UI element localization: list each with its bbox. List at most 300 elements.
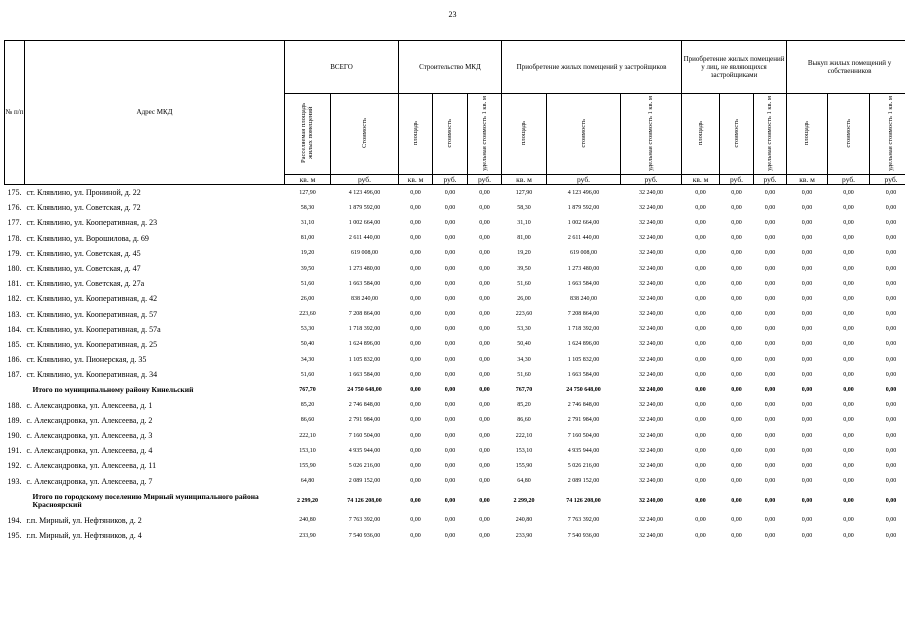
value-cell: 0,00: [764, 341, 776, 348]
value-cell: 53,30: [517, 326, 531, 333]
row-number: 175.: [7, 188, 22, 198]
value-cell: 0,00: [731, 497, 742, 504]
value-cell: 0,00: [764, 497, 776, 504]
value-cell: 7 208 864,00: [348, 311, 381, 318]
value-cell: 2 089 152,00: [348, 478, 381, 485]
table-row: [5, 246, 905, 261]
value-cell: 81,00: [517, 235, 531, 242]
value-cell: 0,00: [695, 341, 706, 348]
value-cell: 0,00: [801, 189, 813, 196]
column-subheader-label: удельная стоимость 1 кв. м: [480, 95, 488, 171]
column-subheader: [621, 94, 682, 175]
value-cell: 32 240,00: [639, 311, 664, 318]
value-cell: 32 240,00: [639, 356, 664, 363]
value-cell: 0,00: [843, 265, 854, 272]
value-cell: 223,60: [515, 311, 533, 318]
value-cell: 85,20: [300, 402, 315, 409]
value-cell: 0,00: [410, 356, 421, 363]
value-cell: 58,30: [300, 204, 315, 211]
value-cell: 0,00: [843, 402, 854, 409]
value-cell: 0,00: [444, 204, 456, 211]
value-cell: 0,00: [731, 356, 742, 363]
value-cell: 223,60: [299, 311, 316, 318]
value-cell: 19,20: [300, 250, 315, 257]
unit-cell: руб.: [547, 175, 621, 185]
value-cell: 0,00: [695, 402, 706, 409]
value-cell: 0,00: [885, 402, 897, 409]
value-cell: 0,00: [410, 341, 421, 348]
value-cell: 0,00: [843, 532, 854, 539]
value-cell: 0,00: [444, 235, 456, 242]
row-address: ст. Клявлино, ул. Кооперативная, д. 25: [26, 339, 158, 349]
value-cell: 32 240,00: [639, 280, 664, 287]
value-cell: 4 123 496,00: [567, 189, 600, 196]
column-subheader: [754, 94, 787, 175]
row-number: 182.: [7, 294, 22, 304]
value-cell: 0,00: [695, 265, 706, 272]
page-number: 23: [448, 10, 457, 19]
value-cell: 0,00: [410, 417, 421, 424]
value-cell: 0,00: [843, 387, 854, 394]
value-cell: 0,00: [885, 219, 897, 226]
value-cell: 0,00: [410, 517, 421, 524]
value-cell: 0,00: [801, 447, 813, 454]
value-cell: 0,00: [444, 295, 456, 302]
table-row: [5, 513, 905, 528]
value-cell: 58,30: [517, 204, 531, 211]
row-number: 193.: [7, 476, 22, 486]
value-cell: 0,00: [843, 250, 854, 257]
row-number: 195.: [7, 531, 22, 541]
value-cell: 0,00: [479, 432, 490, 439]
value-cell: 0,00: [764, 189, 776, 196]
value-cell: 0,00: [444, 497, 456, 504]
table-row: [5, 428, 905, 443]
value-cell: 0,00: [764, 235, 776, 242]
value-cell: 1 273 480,00: [567, 265, 600, 272]
value-cell: 0,00: [444, 341, 456, 348]
table-row: [5, 231, 905, 246]
value-cell: 0,00: [801, 478, 813, 485]
value-cell: 153,10: [299, 447, 316, 454]
value-cell: 0,00: [444, 417, 456, 424]
value-cell: 0,00: [444, 532, 456, 539]
value-cell: 0,00: [695, 204, 706, 211]
row-address: с. Александровка, ул. Алексеева, д. 11: [26, 461, 157, 471]
value-cell: 2 791 984,00: [567, 417, 600, 424]
value-cell: 0,00: [885, 517, 897, 524]
value-cell: 0,00: [731, 189, 742, 196]
value-cell: 0,00: [410, 235, 421, 242]
group-buyout: Выкуп жилых помещений у собственников: [787, 41, 905, 94]
table-row: [5, 474, 905, 489]
value-cell: 0,00: [801, 219, 813, 226]
column-subheader: [547, 94, 621, 175]
value-cell: 0,00: [479, 219, 490, 226]
value-cell: 0,00: [695, 326, 706, 333]
value-cell: 0,00: [843, 235, 854, 242]
value-cell: 4 123 496,00: [348, 189, 381, 196]
value-cell: 0,00: [731, 447, 742, 454]
value-cell: 0,00: [695, 311, 706, 318]
value-cell: 0,00: [843, 517, 854, 524]
value-cell: 155,90: [299, 462, 316, 469]
value-cell: 32 240,00: [639, 447, 664, 454]
value-cell: 1 663 584,00: [567, 280, 600, 287]
value-cell: 0,00: [885, 447, 897, 454]
value-cell: 0,00: [764, 295, 776, 302]
address-header: Адрес МКД: [25, 41, 285, 185]
row-address: с. Александровка, ул. Алексеева, д. 3: [26, 431, 153, 441]
value-cell: 0,00: [731, 478, 742, 485]
value-cell: 0,00: [843, 189, 854, 196]
value-cell: 1 663 584,00: [348, 280, 381, 287]
value-cell: 0,00: [479, 189, 490, 196]
value-cell: 0,00: [695, 189, 706, 196]
value-cell: 0,00: [843, 478, 854, 485]
value-cell: 0,00: [843, 447, 854, 454]
row-address: ст. Клявлино, ул. Советская, д. 27а: [26, 279, 145, 289]
value-cell: 0,00: [479, 265, 490, 272]
group-developers: Приобретение жилых помещений у застройщиков: [502, 41, 682, 94]
value-cell: 0,00: [479, 532, 490, 539]
value-cell: 81,00: [300, 235, 315, 242]
value-cell: 0,00: [410, 295, 421, 302]
value-cell: 0,00: [695, 532, 706, 539]
value-cell: 222,10: [299, 432, 316, 439]
value-cell: 39,50: [300, 265, 315, 272]
value-cell: 1 002 664,00: [567, 219, 600, 226]
value-cell: 0,00: [479, 235, 490, 242]
value-cell: 0,00: [843, 356, 854, 363]
value-cell: 51,60: [300, 280, 315, 287]
value-cell: 0,00: [764, 219, 776, 226]
value-cell: 0,00: [410, 326, 421, 333]
value-cell: 0,00: [801, 417, 813, 424]
value-cell: 0,00: [885, 265, 897, 272]
unit-cell: кв. м: [399, 175, 433, 185]
value-cell: 24 750 648,00: [566, 387, 601, 394]
value-cell: 74 126 208,00: [566, 497, 601, 504]
value-cell: 0,00: [801, 341, 813, 348]
value-cell: 619 008,00: [351, 250, 378, 257]
value-cell: 767,70: [299, 387, 316, 394]
value-cell: 233,90: [299, 532, 316, 539]
value-cell: 0,00: [695, 497, 706, 504]
value-cell: 0,00: [731, 326, 742, 333]
group-non-developers: Приобретение жилых помещений у лиц, не являющихся застройщиками: [682, 41, 787, 94]
value-cell: 0,00: [843, 219, 854, 226]
value-cell: 1 879 592,00: [348, 204, 381, 211]
row-number: 188.: [7, 400, 22, 410]
row-number: 190.: [7, 431, 22, 441]
value-cell: 7 763 392,00: [348, 517, 381, 524]
value-cell: 0,00: [843, 371, 854, 378]
row-number: 185.: [7, 339, 22, 349]
value-cell: 0,00: [764, 517, 776, 524]
value-cell: 0,00: [885, 189, 897, 196]
value-cell: 0,00: [410, 532, 421, 539]
column-subheader-label: Стоимость: [360, 118, 368, 148]
value-cell: 0,00: [801, 497, 813, 504]
value-cell: 0,00: [444, 265, 456, 272]
value-cell: 0,00: [801, 311, 813, 318]
column-subheader-label: стоимость: [446, 118, 454, 148]
value-cell: 0,00: [410, 204, 421, 211]
value-cell: 74 126 208,00: [347, 497, 382, 504]
value-cell: 0,00: [843, 204, 854, 211]
value-cell: 0,00: [479, 478, 490, 485]
value-cell: 32 240,00: [639, 295, 664, 302]
value-cell: 0,00: [731, 265, 742, 272]
value-cell: 0,00: [764, 447, 776, 454]
value-cell: 0,00: [843, 462, 854, 469]
value-cell: 0,00: [695, 235, 706, 242]
value-cell: 1 879 592,00: [567, 204, 600, 211]
value-cell: 0,00: [444, 402, 456, 409]
value-cell: 86,60: [517, 417, 531, 424]
unit-cell: кв. м: [787, 175, 828, 185]
column-subheader: [433, 94, 468, 175]
row-address: с. Александровка, ул. Алексеева, д. 2: [26, 415, 153, 425]
value-cell: 32 240,00: [639, 341, 664, 348]
value-cell: 0,00: [801, 235, 813, 242]
value-cell: 0,00: [695, 417, 706, 424]
value-cell: 32 240,00: [639, 250, 664, 257]
column-subheader-label: удельная стоимость 1 кв. м: [887, 95, 895, 171]
value-cell: 1 624 896,00: [348, 341, 381, 348]
value-cell: 32 240,00: [639, 387, 664, 394]
value-cell: 0,00: [410, 447, 421, 454]
value-cell: 0,00: [885, 295, 897, 302]
value-cell: 0,00: [885, 371, 897, 378]
value-cell: 127,90: [299, 189, 316, 196]
table-row: [5, 322, 905, 337]
value-cell: 26,00: [517, 295, 531, 302]
value-cell: 0,00: [885, 462, 897, 469]
value-cell: 4 935 944,00: [348, 447, 381, 454]
subtotal-label: Итого по муниципальному району Кинельский: [32, 384, 194, 394]
value-cell: 0,00: [479, 204, 490, 211]
table-row: [5, 443, 905, 458]
value-cell: 0,00: [695, 295, 706, 302]
value-cell: 0,00: [444, 219, 456, 226]
value-cell: 50,40: [517, 341, 531, 348]
column-subheader-label: площадь: [411, 120, 419, 146]
row-number: 192.: [7, 461, 22, 471]
value-cell: 0,00: [479, 371, 490, 378]
value-cell: 0,00: [801, 517, 813, 524]
value-cell: 0,00: [444, 478, 456, 485]
row-number: 178.: [7, 233, 22, 243]
value-cell: 32 240,00: [639, 219, 664, 226]
value-cell: 0,00: [801, 532, 813, 539]
value-cell: 7 160 504,00: [348, 432, 381, 439]
value-cell: 0,00: [479, 250, 490, 257]
column-subheader-label: удельная стоимость 1 кв. м: [766, 95, 774, 171]
unit-cell: руб.: [828, 175, 870, 185]
value-cell: 86,60: [300, 417, 315, 424]
value-cell: 0,00: [764, 432, 776, 439]
value-cell: 0,00: [764, 387, 776, 394]
row-number: 183.: [7, 309, 22, 319]
value-cell: 85,20: [517, 402, 531, 409]
value-cell: 7 208 864,00: [567, 311, 600, 318]
value-cell: 153,10: [515, 447, 533, 454]
unit-cell: кв. м: [285, 175, 331, 185]
unit-cell: кв. м: [682, 175, 720, 185]
value-cell: 32 240,00: [639, 532, 664, 539]
unit-cell: руб.: [621, 175, 682, 185]
value-cell: 0,00: [695, 371, 706, 378]
value-cell: 31,10: [300, 219, 315, 226]
column-subheader-label: площадь: [803, 120, 811, 146]
value-cell: 0,00: [695, 250, 706, 257]
value-cell: 0,00: [843, 280, 854, 287]
value-cell: 619 008,00: [570, 250, 598, 257]
value-cell: 0,00: [410, 371, 421, 378]
value-cell: 0,00: [410, 432, 421, 439]
value-cell: 7 160 504,00: [567, 432, 600, 439]
value-cell: 0,00: [885, 341, 897, 348]
value-cell: 32 240,00: [639, 371, 664, 378]
value-cell: 0,00: [479, 356, 490, 363]
value-cell: 0,00: [885, 387, 897, 394]
value-cell: 7 540 936,00: [348, 532, 381, 539]
value-cell: 0,00: [731, 417, 742, 424]
value-cell: 0,00: [885, 478, 897, 485]
value-cell: 0,00: [695, 356, 706, 363]
value-cell: 767,70: [515, 387, 533, 394]
value-cell: 0,00: [731, 517, 742, 524]
value-cell: 0,00: [801, 295, 813, 302]
value-cell: 32 240,00: [639, 478, 664, 485]
row-number: 187.: [7, 370, 22, 380]
row-address: ст. Клявлино, ул. Советская, д. 72: [26, 203, 141, 213]
value-cell: 838 240,00: [570, 295, 598, 302]
value-cell: 0,00: [764, 402, 776, 409]
value-cell: 0,00: [764, 250, 776, 257]
value-cell: 32 240,00: [639, 235, 664, 242]
value-cell: 0,00: [695, 219, 706, 226]
value-cell: 0,00: [885, 497, 897, 504]
value-cell: 1 663 584,00: [567, 371, 600, 378]
value-cell: 0,00: [801, 326, 813, 333]
value-cell: 51,60: [300, 371, 315, 378]
value-cell: 0,00: [885, 311, 897, 318]
value-cell: 0,00: [764, 462, 776, 469]
value-cell: 0,00: [731, 219, 742, 226]
row-number: 191.: [7, 446, 22, 456]
value-cell: 0,00: [801, 250, 813, 257]
value-cell: 51,60: [517, 371, 531, 378]
value-cell: 0,00: [801, 432, 813, 439]
value-cell: 0,00: [764, 532, 776, 539]
value-cell: 0,00: [410, 219, 421, 226]
value-cell: 51,60: [517, 280, 531, 287]
row-number: 179.: [7, 248, 22, 258]
value-cell: 2 611 440,00: [567, 235, 600, 242]
value-cell: 0,00: [885, 326, 897, 333]
value-cell: 0,00: [885, 432, 897, 439]
value-cell: 0,00: [444, 280, 456, 287]
value-cell: 34,30: [300, 356, 315, 363]
table-row: [5, 307, 905, 322]
subtotal-row: [5, 382, 905, 397]
column-subheader: [285, 94, 331, 175]
value-cell: 0,00: [444, 356, 456, 363]
value-cell: 4 935 944,00: [567, 447, 600, 454]
value-cell: 0,00: [764, 326, 776, 333]
value-cell: 0,00: [444, 462, 456, 469]
value-cell: 0,00: [479, 462, 490, 469]
value-cell: 32 240,00: [639, 326, 664, 333]
row-address: ст. Клявлино, ул. Кооперативная, д. 34: [26, 370, 158, 380]
unit-cell: руб.: [720, 175, 754, 185]
value-cell: 0,00: [479, 517, 490, 524]
value-cell: 1 002 664,00: [348, 219, 381, 226]
value-cell: 0,00: [410, 387, 421, 394]
value-cell: 32 240,00: [639, 462, 664, 469]
value-cell: 0,00: [764, 311, 776, 318]
unit-cell: руб.: [754, 175, 787, 185]
value-cell: 0,00: [479, 311, 490, 318]
value-cell: 0,00: [801, 204, 813, 211]
value-cell: 0,00: [479, 387, 490, 394]
value-cell: 0,00: [444, 250, 456, 257]
value-cell: 240,80: [299, 517, 316, 524]
column-subheader: [682, 94, 720, 175]
value-cell: 2 746 848,00: [348, 402, 381, 409]
value-cell: 0,00: [885, 235, 897, 242]
row-address: ст. Клявлино, ул. Кооперативная, д. 42: [26, 294, 158, 304]
value-cell: 32 240,00: [639, 402, 664, 409]
value-cell: 5 026 216,00: [567, 462, 600, 469]
value-cell: 32 240,00: [639, 517, 664, 524]
unit-cell: руб.: [468, 175, 502, 185]
value-cell: 53,30: [300, 326, 315, 333]
row-address: ст. Клявлино, ул. Советская, д. 45: [26, 248, 141, 258]
value-cell: 0,00: [801, 265, 813, 272]
value-cell: 0,00: [479, 497, 490, 504]
value-cell: 233,90: [515, 532, 533, 539]
value-cell: 0,00: [731, 462, 742, 469]
value-cell: 0,00: [410, 462, 421, 469]
subtotal-label: Итого по городскому поселению Мирный муниципального района Красноярский: [32, 491, 259, 509]
row-number: 181.: [7, 279, 22, 289]
value-cell: 19,20: [517, 250, 531, 257]
value-cell: 2 299,20: [513, 497, 535, 504]
column-subheader: [720, 94, 754, 175]
value-cell: 0,00: [695, 462, 706, 469]
row-address: г.п. Мирный, ул. Нефтяников, д. 2: [26, 515, 142, 525]
value-cell: 0,00: [695, 387, 706, 394]
value-cell: 64,80: [517, 478, 531, 485]
value-cell: 0,00: [479, 402, 490, 409]
value-cell: 0,00: [801, 402, 813, 409]
value-cell: 0,00: [410, 189, 421, 196]
column-subheader: [502, 94, 547, 175]
value-cell: 1 663 584,00: [348, 371, 381, 378]
value-cell: 0,00: [479, 295, 490, 302]
row-address: ст. Клявлино, ул. Прониной, д. 22: [26, 188, 141, 198]
value-cell: 7 540 936,00: [567, 532, 600, 539]
value-cell: 0,00: [444, 371, 456, 378]
value-cell: 0,00: [479, 326, 490, 333]
value-cell: 0,00: [410, 402, 421, 409]
value-cell: 0,00: [764, 265, 776, 272]
row-address: ст. Клявлино, ул. Советская, д. 47: [26, 264, 141, 274]
